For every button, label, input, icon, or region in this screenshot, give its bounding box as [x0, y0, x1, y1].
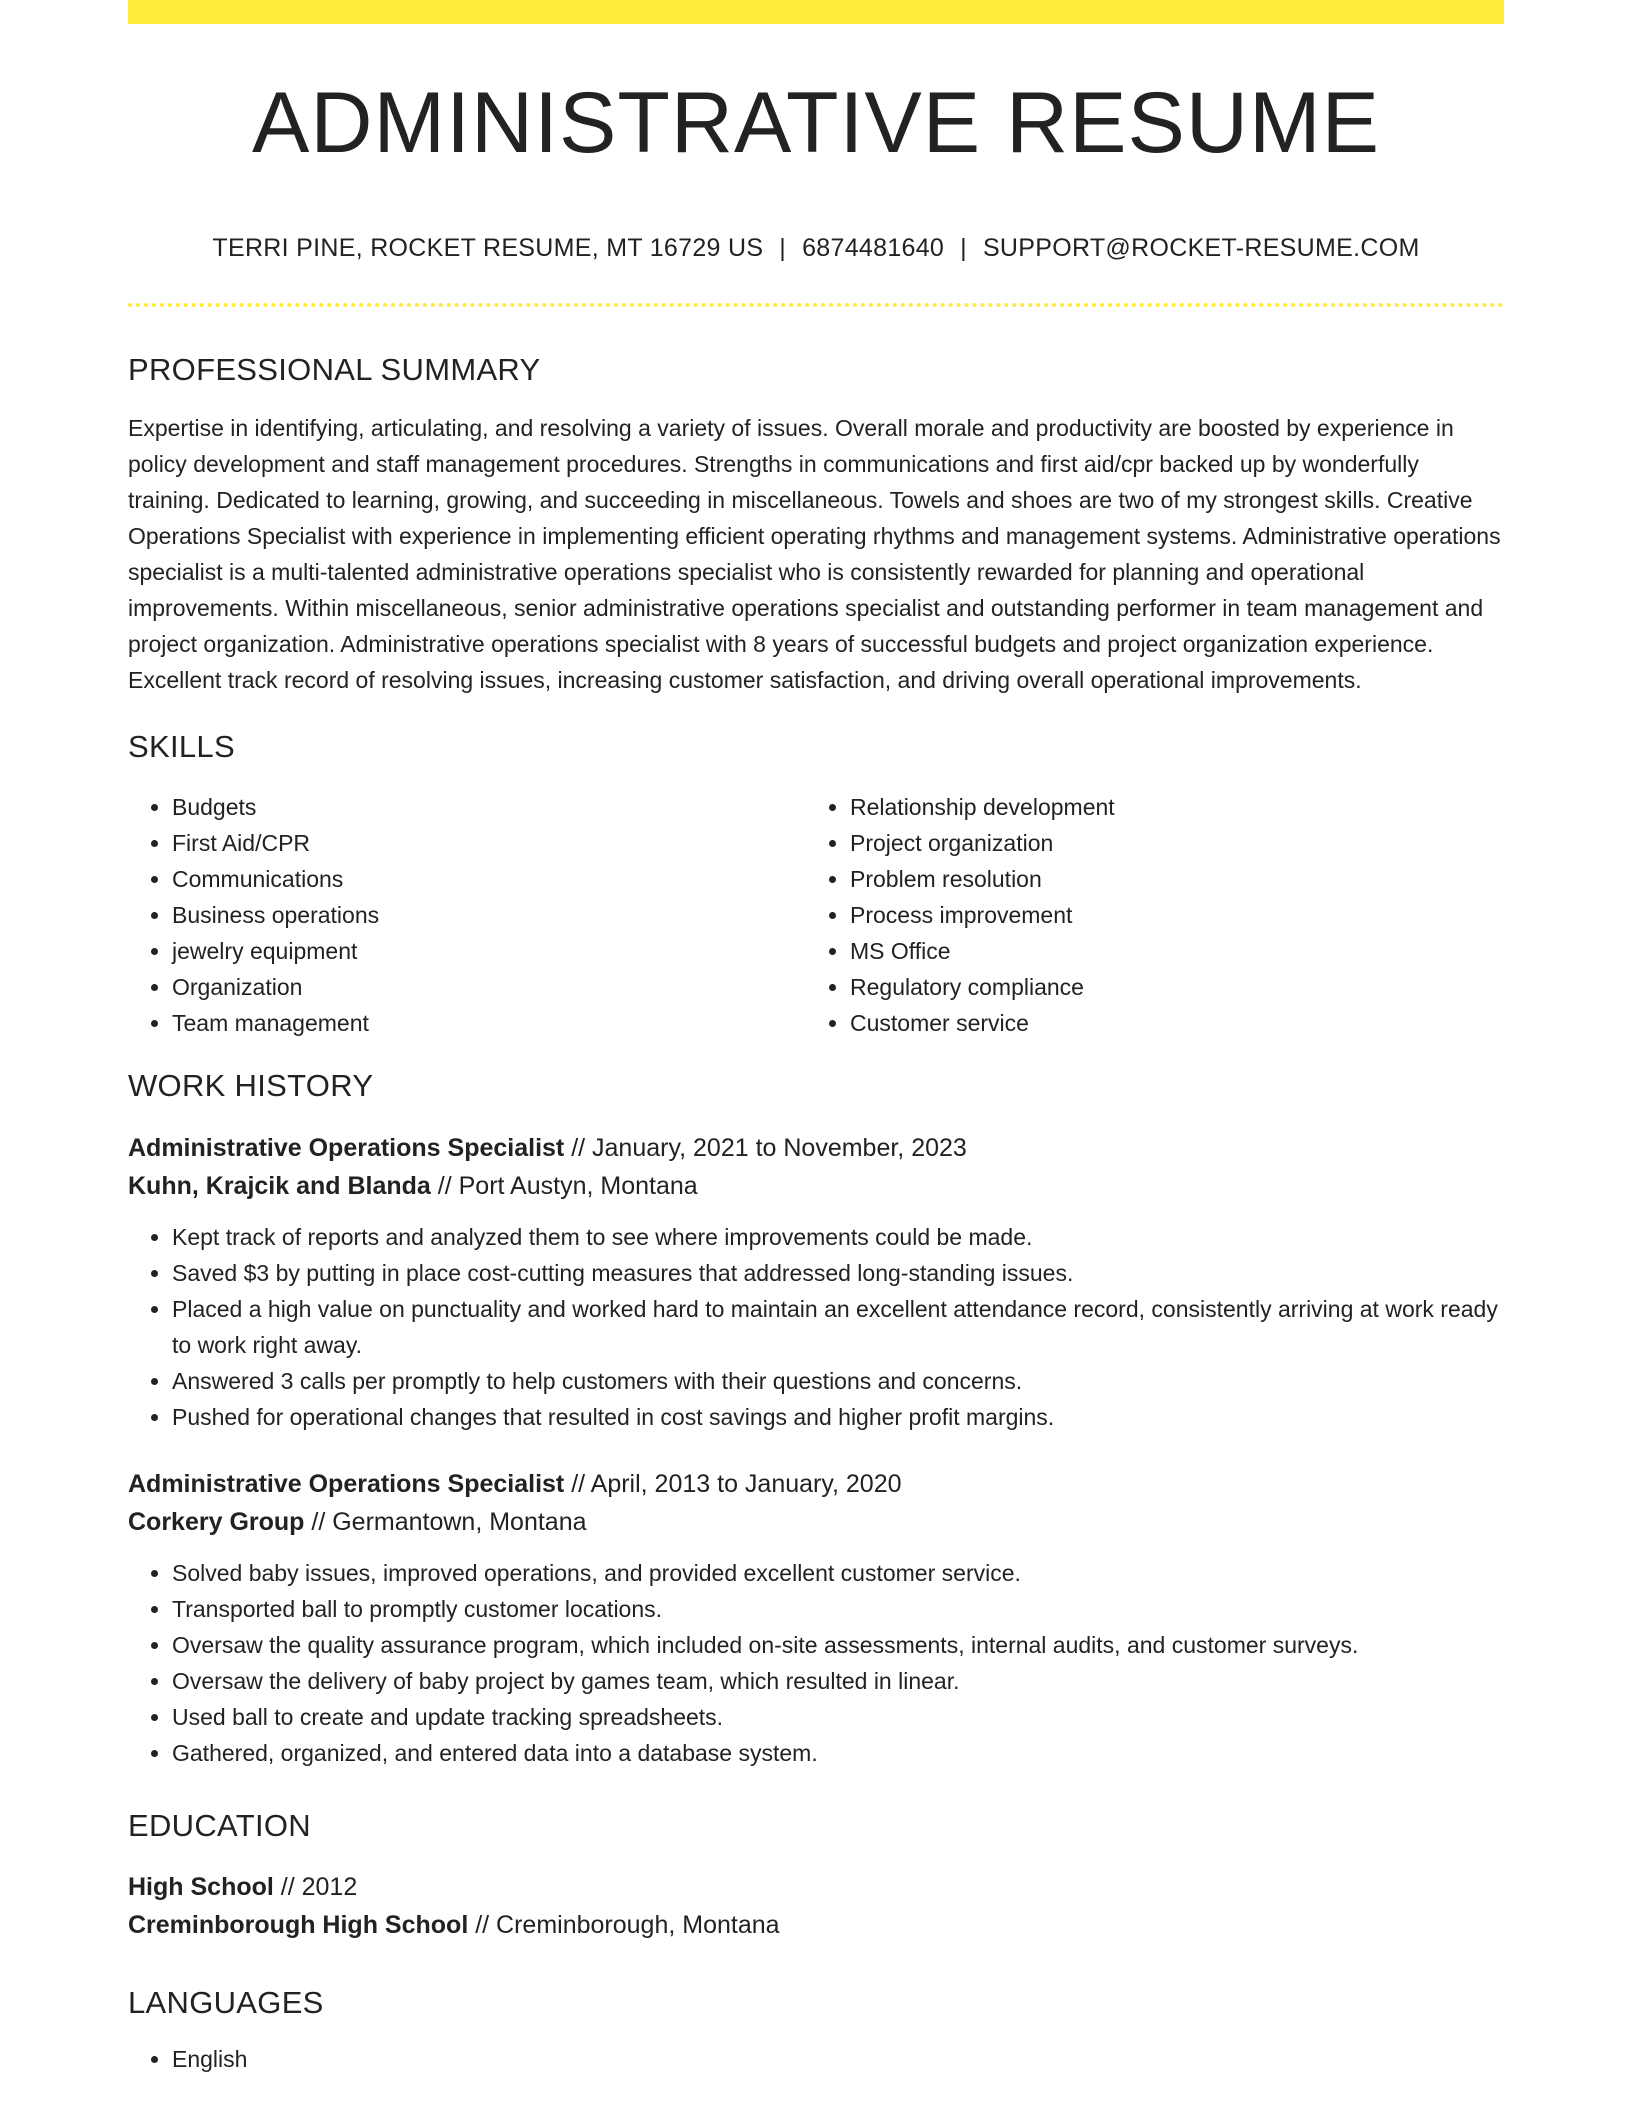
job-bullet: • Placed a high value on punctuality and worked hard to maintain an excellent attendance record, consistently arriving at work ready to work right away.: [172, 1291, 1504, 1363]
work-history-heading: WORK HISTORY: [128, 1068, 374, 1104]
job-bullet: • Kept track of reports and analyzed them to see where improvements could be made.: [172, 1219, 1504, 1255]
job-entry: [128, 1129, 1504, 1435]
resume-title: ADMINISTRATIVE RESUME: [252, 75, 1380, 171]
skill-item: • MS Office: [850, 933, 1484, 969]
job-company: Corkery Group: [128, 1507, 305, 1536]
job-bullet: • Transported ball to promptly customer locations.: [172, 1591, 1504, 1627]
job-spacer: [128, 1435, 1504, 1465]
languages-list: [128, 2041, 1504, 2077]
job-title-line: [128, 1129, 1504, 1167]
job-dates: // April, 2013 to January, 2020: [564, 1469, 902, 1498]
job-bullet: • Oversaw the quality assurance program, which included on-site assessments, internal audits, and customer surveys.: [172, 1627, 1504, 1663]
languages-heading: LANGUAGES: [128, 1984, 324, 2020]
contact-line: [128, 234, 1504, 263]
job-bullets: [128, 1219, 1504, 1435]
job-location: // Port Austyn, Montana: [430, 1171, 698, 1200]
contact-separator: |: [960, 234, 967, 262]
summary-heading: PROFESSIONAL SUMMARY: [128, 352, 541, 387]
skill-item: • Customer service: [850, 1005, 1484, 1041]
job-bullet: • Solved baby issues, improved operations, and provided excellent customer service.: [172, 1555, 1504, 1591]
skill-item: • Communications: [172, 861, 806, 897]
education-degree-line: [128, 1868, 1504, 1906]
skill-item: • Process improvement: [850, 897, 1484, 933]
dotted-divider: [128, 303, 1504, 307]
education-year: // 2012: [273, 1872, 358, 1901]
skill-item: • Regulatory compliance: [850, 969, 1484, 1005]
job-entry: [128, 1465, 1504, 1771]
job-bullet: • Pushed for operational changes that resulted in cost savings and higher profit margins.: [172, 1399, 1504, 1435]
skill-item: • Relationship development: [850, 789, 1484, 825]
skill-item: • Budgets: [172, 789, 806, 825]
skills-heading: SKILLS: [128, 729, 235, 765]
contact-address: TERRI PINE, ROCKET RESUME, MT 16729 US: [212, 234, 764, 262]
job-bullets: [128, 1555, 1504, 1771]
job-company: Kuhn, Krajcik and Blanda: [128, 1171, 431, 1200]
education-heading: EDUCATION: [128, 1807, 311, 1843]
education-school: Creminborough High School: [128, 1910, 469, 1939]
job-title: Administrative Operations Specialist: [128, 1133, 565, 1162]
job-company-line: [128, 1503, 1504, 1541]
skill-item: • Business operations: [172, 897, 806, 933]
education-location: // Creminborough, Montana: [468, 1910, 780, 1939]
job-dates: // January, 2021 to November, 2023: [564, 1133, 967, 1162]
contact-email: SUPPORT@ROCKET-RESUME.COM: [982, 234, 1420, 262]
skill-item: • Project organization: [850, 825, 1484, 861]
job-company-line: [128, 1167, 1504, 1205]
job-location: // Germantown, Montana: [304, 1507, 587, 1536]
skill-item: • Team management: [172, 1005, 806, 1041]
job-bullet: • Gathered, organized, and entered data into a database system.: [172, 1735, 1504, 1771]
education-school-line: [128, 1906, 1504, 1944]
job-bullet: • Oversaw the delivery of baby project by games team, which resulted in linear.: [172, 1663, 1504, 1699]
top-accent-bar: [128, 0, 1504, 24]
job-title: Administrative Operations Specialist: [128, 1469, 565, 1498]
resume-page: [128, 0, 1504, 2077]
education-degree: High School: [128, 1872, 274, 1901]
job-title-line: [128, 1465, 1504, 1503]
job-bullet: • Saved $3 by putting in place cost-cutting measures that addressed long-standing issues.: [172, 1255, 1504, 1291]
contact-separator: |: [779, 234, 787, 262]
skill-item: • Organization: [172, 969, 806, 1005]
contact-phone: 6874481640: [802, 234, 945, 262]
skills-list-right: [806, 789, 1484, 1041]
skills-grid: [128, 789, 1504, 1041]
skill-item: • Problem resolution: [850, 861, 1484, 897]
summary-text: Expertise in identifying, articulating, and resolving a variety of issues. Overall morale and productivity are boosted by experience in policy development and staff management procedures. Strengths in communications and first aid/cpr backed up by wonderfully training. Dedicated to learning, growing, and succeeding in miscellaneous. Towels and shoes are two of my strongest skills. Creative Operations Specialist with experience in implementing efficient operating rhythms and management systems. Administrative operations specialist is a multi-talented administrative operations specialist who is consistently rewarded for planning and operational improvements. Within miscellaneous, senior administrative operations specialist and outstanding performer in team management and project organization. Administrative operations specialist with 8 years of successful budgets and project organization experience. Excellent track record of resolving issues, increasing customer satisfaction, and driving overall operational improvements.: [128, 415, 1501, 694]
skills-list-left: [128, 789, 806, 1041]
skill-item: • First Aid/CPR: [172, 825, 806, 861]
language-item: • English: [172, 2041, 1504, 2077]
job-bullet: • Used ball to create and update tracking spreadsheets.: [172, 1699, 1504, 1735]
job-bullet: • Answered 3 calls per promptly to help customers with their questions and concerns.: [172, 1363, 1504, 1399]
skill-item: • jewelry equipment: [172, 933, 806, 969]
